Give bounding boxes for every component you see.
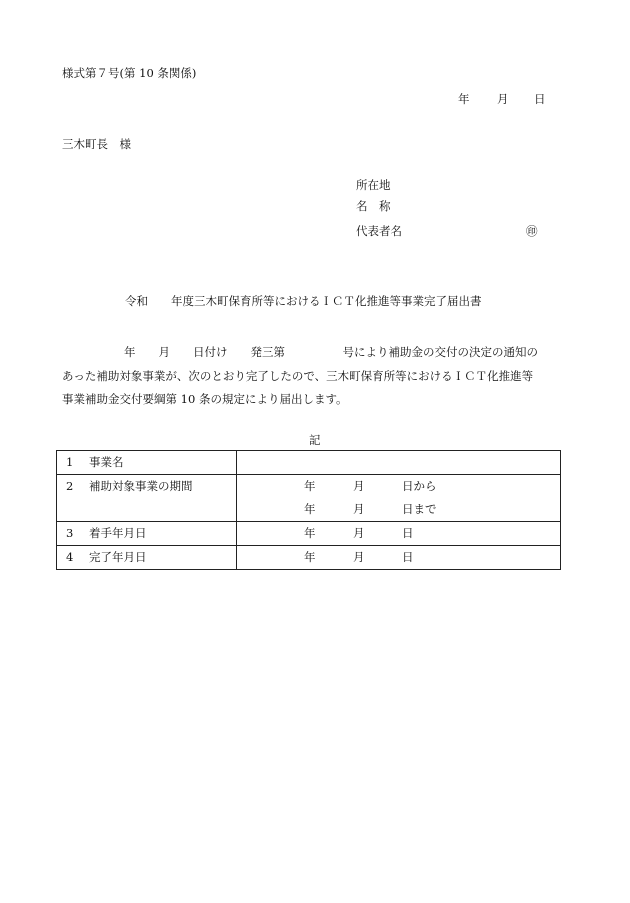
row-label-cell bbox=[57, 546, 237, 570]
date-year: 年 bbox=[304, 526, 316, 540]
row-label-cell bbox=[57, 522, 237, 546]
row-label: 着手年月日 bbox=[89, 526, 147, 540]
date-day: 日 bbox=[402, 526, 414, 540]
completion-date-field[interactable] bbox=[237, 546, 561, 570]
date-month: 月 bbox=[353, 526, 365, 540]
form-number: 様式第７号(第 10 条関係) bbox=[62, 66, 197, 80]
start-date-field[interactable] bbox=[237, 522, 561, 546]
row-number: 4 bbox=[66, 550, 74, 564]
seal-mark: ㊞ bbox=[526, 224, 538, 238]
date-day: 日 bbox=[402, 550, 414, 564]
date-year: 年 bbox=[304, 479, 316, 493]
body-paragraph bbox=[62, 341, 582, 412]
representative-label: 代表者名 bbox=[356, 224, 402, 238]
table-row bbox=[57, 546, 561, 570]
addressee: 三木町長 様 bbox=[62, 137, 131, 151]
date-entry bbox=[237, 475, 560, 498]
ki-heading: 記 bbox=[309, 433, 321, 447]
date-year: 年 bbox=[304, 502, 316, 516]
row-label-cell bbox=[57, 475, 237, 522]
date-month-label: 月 bbox=[497, 92, 509, 106]
date-month: 月 bbox=[353, 479, 365, 493]
row-label: 補助対象事業の期間 bbox=[89, 479, 193, 493]
date-entry bbox=[237, 522, 560, 545]
details-table bbox=[56, 450, 561, 570]
date-month: 月 bbox=[353, 502, 365, 516]
row-label: 事業名 bbox=[89, 455, 124, 469]
body-line-3: 事業補助金交付要綱第 10 条の規定により届出します。 bbox=[62, 392, 348, 406]
row-label: 完了年月日 bbox=[89, 550, 147, 564]
date-entry bbox=[237, 546, 560, 569]
date-day-label: 日 bbox=[534, 92, 546, 106]
address-label: 所在地 bbox=[356, 178, 391, 192]
table-row bbox=[57, 475, 561, 522]
body-line-2: あった補助対象事業が、次のとおり完了したので、三木町保育所等におけるＩＣＴ化推進等 bbox=[62, 368, 534, 383]
date-year: 年 bbox=[304, 550, 316, 564]
date-month: 月 bbox=[353, 550, 365, 564]
row-number: 2 bbox=[66, 479, 74, 493]
row-label-cell bbox=[57, 451, 237, 475]
date-year-label: 年 bbox=[458, 92, 470, 106]
project-name-field[interactable] bbox=[237, 451, 561, 475]
document-title: 令和 年度三木町保育所等におけるＩＣＴ化推進等事業完了届出書 bbox=[125, 294, 482, 308]
row-number: 1 bbox=[66, 455, 74, 469]
table-row bbox=[57, 451, 561, 475]
period-field[interactable] bbox=[237, 475, 561, 522]
date-day: 日まで bbox=[402, 502, 437, 516]
date-day: 日から bbox=[402, 479, 437, 493]
row-number: 3 bbox=[66, 526, 74, 540]
table-row bbox=[57, 522, 561, 546]
date-entry bbox=[237, 498, 560, 521]
name-label: 名 称 bbox=[356, 199, 391, 213]
body-line-1: 年 月 日付け 発三第 号により補助金の交付の決定の通知の bbox=[124, 345, 538, 359]
